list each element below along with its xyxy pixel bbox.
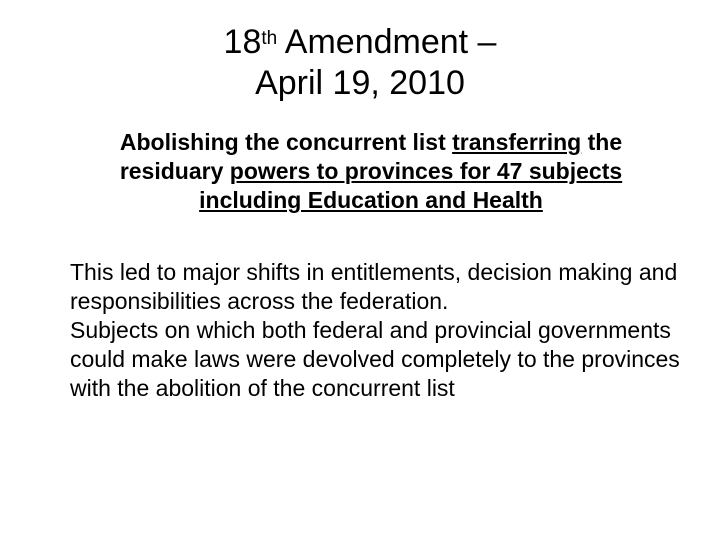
- subheading-underlined-1: transferring: [452, 129, 582, 155]
- subheading-text-1: Abolishing the concurrent list: [119, 129, 453, 155]
- title-text: Amendment –: [277, 23, 497, 61]
- title-ordinal-suffix: th: [261, 28, 278, 49]
- title-number: 18: [223, 23, 262, 61]
- title-line-2: April 19, 2010: [255, 64, 465, 102]
- paragraph-2: Subjects on which both federal and provincial governments could make laws were devolved completely to the provinces with the abolition of the concurrent list: [70, 317, 680, 401]
- paragraph-1: This led to major shifts in entitlements, decision making and responsibilities across the federation.: [70, 259, 678, 314]
- slide-title: [0, 22, 720, 104]
- subheading-text-2: the residuary: [119, 129, 623, 184]
- subheading-underlined-2: powers to provinces for 47 subjects including Education and Health: [199, 158, 623, 213]
- subheading: [66, 128, 676, 215]
- body-text: [70, 258, 690, 403]
- title-line-1: [0, 22, 720, 63]
